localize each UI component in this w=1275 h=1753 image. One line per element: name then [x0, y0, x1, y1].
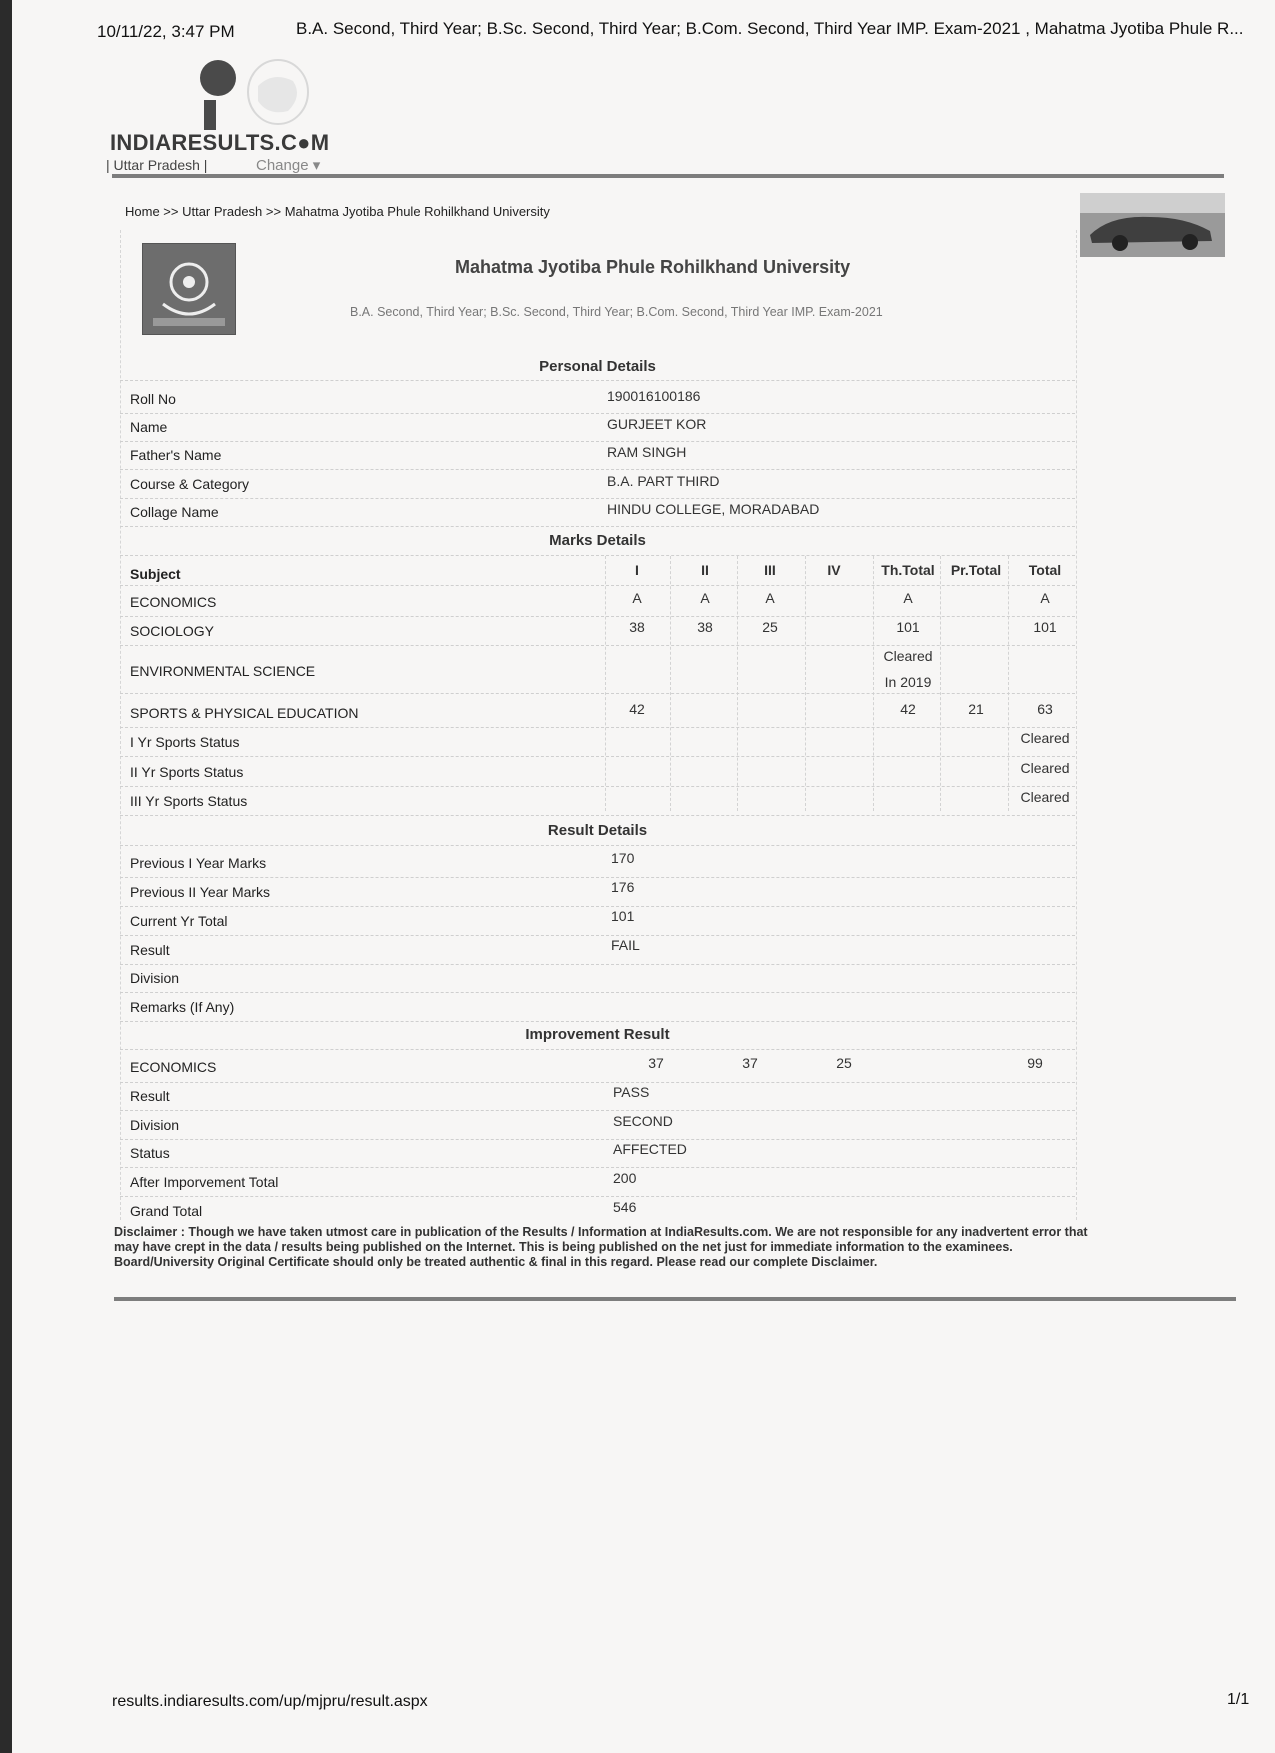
- cell-divider: [1008, 556, 1010, 811]
- improvement-heading: Improvement Result: [525, 1026, 670, 1043]
- improvement-row-value: 546: [613, 1199, 637, 1215]
- personal-row-value: HINDU COLLEGE, MORADABAD: [607, 501, 820, 517]
- marks-row-subject: SPORTS & PHYSICAL EDUCATION: [130, 705, 359, 721]
- result-row-value: FAIL: [611, 937, 640, 953]
- marks-cell: 42: [629, 701, 645, 717]
- improvement-cell: 99: [1027, 1055, 1043, 1071]
- print-url: results.indiaresults.com/up/mjpru/result.aspx: [112, 1693, 428, 1710]
- result-row-label: Remarks (If Any): [130, 999, 235, 1015]
- improvement-row-label: After Imporvement Total: [130, 1174, 279, 1190]
- improvement-cell: 37: [648, 1055, 664, 1071]
- breadcrumb[interactable]: Home >> Uttar Pradesh >> Mahatma Jyotiba Phule Rohilkhand University: [125, 204, 550, 219]
- marks-cell: 63: [1037, 701, 1053, 717]
- improvement-cell: 25: [836, 1055, 852, 1071]
- personal-row-value: B.A. PART THIRD: [607, 473, 720, 489]
- row-divider: [120, 1021, 1075, 1023]
- marks-note-line1: Cleared: [883, 648, 933, 664]
- row-divider: [120, 380, 1075, 382]
- marks-details-heading: Marks Details: [549, 532, 646, 549]
- result-row-label: Current Yr Total: [130, 913, 228, 929]
- university-emblem: [142, 243, 236, 335]
- personal-row-label: Course & Category: [130, 476, 250, 492]
- row-divider: [120, 1082, 1075, 1084]
- personal-row-value: 190016100186: [607, 388, 701, 404]
- cell-divider: [940, 556, 942, 811]
- row-divider: [120, 616, 1075, 618]
- improvement-row-value: SECOND: [613, 1113, 673, 1129]
- improvement-row-label: Grand Total: [130, 1203, 203, 1219]
- improvement-row-label: Division: [130, 1117, 180, 1133]
- marks-cell: 42: [900, 701, 916, 717]
- university-name: Mahatma Jyotiba Phule Rohilkhand University: [455, 257, 851, 277]
- marks-col-header: I: [635, 562, 639, 578]
- row-divider: [120, 1049, 1075, 1051]
- logo-figure-icon: [108, 56, 338, 136]
- marks-row-subject: I Yr Sports Status: [130, 734, 240, 750]
- marks-cell: Cleared: [1020, 760, 1070, 776]
- improvement-row-label: Result: [130, 1088, 170, 1104]
- row-divider: [120, 727, 1075, 729]
- result-row-value: 170: [611, 850, 635, 866]
- marks-col-header: IV: [827, 562, 841, 578]
- marks-cell: A: [765, 590, 775, 606]
- marks-cell: 21: [968, 701, 984, 717]
- marks-col-header: II: [701, 562, 709, 578]
- row-divider: [120, 498, 1075, 500]
- result-row-label: Previous II Year Marks: [130, 884, 271, 900]
- personal-row-value: RAM SINGH: [607, 444, 687, 460]
- print-page-title: B.A. Second, Third Year; B.Sc. Second, Third Year; B.Com. Second, Third Year IMP. Exam-2021 , Mahatma Jyotiba Phule R...: [296, 19, 1244, 38]
- result-row-label: Previous I Year Marks: [130, 855, 267, 871]
- marks-col-header: III: [764, 562, 776, 578]
- result-details-heading: Result Details: [547, 822, 648, 839]
- personal-details-heading: Personal Details: [539, 358, 656, 375]
- result-frame: [120, 230, 1077, 1220]
- state-selector-label: | Uttar Pradesh |: [106, 157, 208, 173]
- personal-row-value: GURJEET KOR: [607, 416, 707, 432]
- marks-col-header: Th.Total: [881, 562, 935, 578]
- row-divider: [120, 413, 1075, 415]
- cell-divider: [805, 556, 807, 811]
- row-divider: [120, 693, 1075, 695]
- marks-cell: A: [700, 590, 710, 606]
- marks-row-subject: ENVIRONMENTAL SCIENCE: [130, 663, 316, 679]
- row-divider: [120, 469, 1075, 471]
- marks-row-subject: ECONOMICS: [130, 594, 217, 610]
- result-row-value: 176: [611, 879, 635, 895]
- improvement-subject: ECONOMICS: [130, 1059, 217, 1075]
- row-divider: [120, 906, 1075, 908]
- row-divider: [120, 992, 1075, 994]
- marks-cell: 38: [697, 619, 713, 635]
- row-divider: [120, 645, 1075, 647]
- marks-cell: 25: [762, 619, 778, 635]
- row-divider: [120, 1139, 1075, 1141]
- marks-cell: Cleared: [1020, 789, 1070, 805]
- row-divider: [120, 786, 1075, 788]
- marks-cell: 101: [896, 619, 920, 635]
- marks-col-header: Total: [1028, 562, 1062, 578]
- row-divider: [120, 815, 1075, 817]
- row-divider: [120, 555, 1075, 557]
- marks-note-line2: In 2019: [884, 674, 932, 690]
- row-divider: [120, 964, 1075, 966]
- site-logo-text: INDIARESULTS.C●M: [110, 130, 330, 155]
- marks-cell: Cleared: [1020, 730, 1070, 746]
- cell-divider: [873, 556, 875, 811]
- footer-divider: [114, 1297, 1236, 1301]
- page-number: 1/1: [1227, 1691, 1250, 1708]
- marks-col-header: Pr.Total: [950, 562, 1002, 578]
- marks-cell: 101: [1033, 619, 1057, 635]
- result-row-label: Division: [130, 970, 180, 986]
- personal-row-label: Father's Name: [130, 447, 222, 463]
- row-divider: [120, 1167, 1075, 1169]
- row-divider: [120, 935, 1075, 937]
- result-row-value: 101: [611, 908, 635, 924]
- row-divider: [120, 526, 1075, 528]
- row-divider: [120, 877, 1075, 879]
- result-row-label: Result: [130, 942, 170, 958]
- cell-divider: [737, 556, 739, 811]
- disclaimer-text: Disclaimer : Though we have taken utmost care in publication of the Results / Information at IndiaResults.com. We are not responsible for any inadvertent error that may have crept in the data / results being published on the Internet. This is being published on the net just for immediate information to the examinees. Board/University Original Certificate should only be treated authentic & final in this regard. Please read our complete Disclaimer.: [114, 1225, 1088, 1269]
- marks-row-subject: III Yr Sports Status: [130, 793, 248, 809]
- header-divider: [112, 174, 1224, 178]
- marks-row-subject: II Yr Sports Status: [130, 764, 244, 780]
- marks-row-subject: SOCIOLOGY: [130, 623, 215, 639]
- improvement-row-value: 200: [613, 1170, 637, 1186]
- marks-cell: A: [1040, 590, 1050, 606]
- exam-name: B.A. Second, Third Year; B.Sc. Second, Third Year; B.Com. Second, Third Year IMP. Exam-2021: [350, 305, 883, 319]
- personal-row-label: Name: [130, 419, 168, 435]
- change-state-link[interactable]: Change ▾: [256, 157, 321, 174]
- row-divider: [120, 585, 1075, 587]
- row-divider: [120, 441, 1075, 443]
- cell-divider: [670, 556, 672, 811]
- marks-cell: A: [632, 590, 642, 606]
- print-datetime: 10/11/22, 3:47 PM: [97, 22, 235, 41]
- personal-row-label: Roll No: [130, 391, 176, 407]
- improvement-cell: 37: [742, 1055, 758, 1071]
- row-divider: [120, 845, 1075, 847]
- marks-cell: 38: [629, 619, 645, 635]
- row-divider: [120, 756, 1075, 758]
- improvement-row-value: AFFECTED: [613, 1141, 687, 1157]
- personal-row-label: Collage Name: [130, 504, 219, 520]
- row-divider: [120, 1110, 1075, 1112]
- improvement-row-label: Status: [130, 1145, 170, 1161]
- row-divider: [120, 1196, 1075, 1198]
- improvement-row-value: PASS: [613, 1084, 650, 1100]
- marks-col-subject: Subject: [130, 566, 181, 582]
- marks-cell: A: [903, 590, 913, 606]
- car-ad-image[interactable]: [1080, 193, 1225, 257]
- scan-edge: [0, 0, 12, 1753]
